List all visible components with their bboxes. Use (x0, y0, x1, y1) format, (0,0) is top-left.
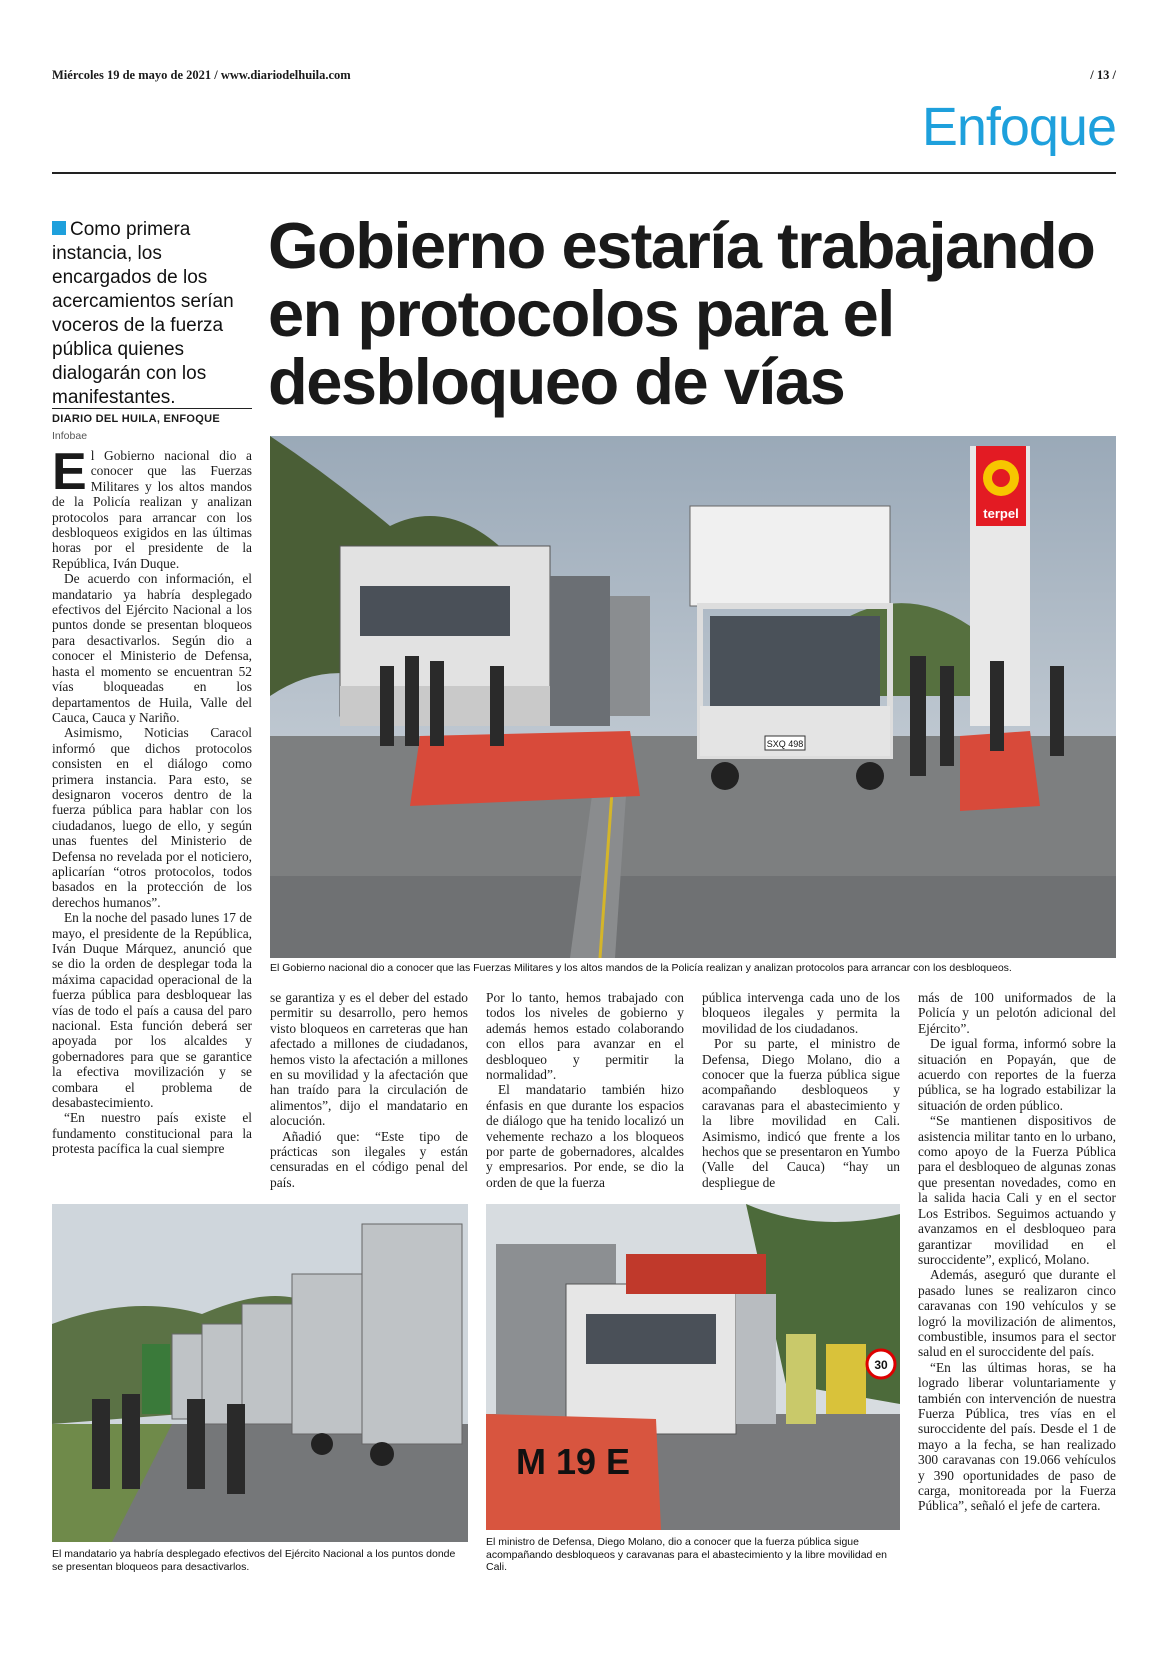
header-date-site: Miércoles 19 de mayo de 2021 / www.diariodelhuila.com (52, 68, 351, 82)
article-column-2 (270, 990, 468, 1190)
main-photo-caption: El Gobierno nacional dio a conocer que las Fuerzas Militares y los altos mandos de la Policía realizan y analizan protocolos para arrancar con los desbloqueos. (270, 962, 1012, 974)
square-bullet-icon (52, 221, 66, 235)
paragraph: Por lo tanto, hemos trabajado con todos los niveles de gobierno y además hemos estado colaborando con ellos para avanzar en el desbloqueo y permitir la normalidad”. (486, 990, 684, 1083)
page-number: / 13 / (1090, 68, 1116, 82)
paragraph: pública intervenga cada uno de los bloqueos ilegales y permita la movilidad de los ciudadanos. (702, 990, 900, 1036)
byline-rule (52, 408, 252, 409)
paragraph: Añadió que: “Este tipo de prácticas son ilegales y están censuradas en el código penal del país. (270, 1128, 468, 1190)
article-column-1 (52, 443, 252, 1157)
main-photo (270, 436, 1116, 958)
speed-limit-sign: 30 (874, 1358, 888, 1372)
paragraph: Por su parte, el ministro de Defensa, Diego Molano, dio a conocer que la fuerza pública sigue acompañando desbloqueos y caravanas para el abastecimiento y la libre movilidad en Cali. Asimismo, indicó que frente a los hechos que se presentaron en Yumbo (Valle del Cauca) “hay un despliegue de (702, 1036, 900, 1190)
barrier-graffiti: M 19 E (516, 1441, 631, 1482)
article-column-5 (918, 990, 1116, 1514)
lead-summary (52, 218, 252, 410)
byline: DIARIO DEL HUILA, ENFOQUE (52, 413, 221, 425)
right-photo (486, 1204, 900, 1530)
paragraph: Asimismo, Noticias Caracol informó que dichos protocolos consisten en el diálogo como primera instancia. Para esto, se designaron voceros dentro de la fuerza pública para hablar con los ciudadanos, luego de ello, y según unas fuentes del Ministerio de Defensa no revelada por el noticiero, aplicarían “otros protocolos, todos basados en la protección de los derechos humanos”. (52, 725, 252, 910)
paragraph: De igual forma, informó sobre la situación en Popayán, que de acuerdo con reportes de la fuerza pública, se ha logrado estabilizar la situación de orden público. (918, 1036, 1116, 1113)
header-rule (52, 172, 1116, 174)
section-title: Enfoque (921, 97, 1116, 157)
terpel-sign: terpel (983, 506, 1019, 521)
paragraph: se garantiza y es el deber del estado permitir su desarrollo, pero hemos visto bloqueos en carreteras que han afectado a millones de ciudadanos, hemos visto la afectación a millones en su movilidad y la afectación que han traído para la circulación de alimentos”, dijo el mandatario en alocución. (270, 990, 468, 1129)
article-column-3 (486, 990, 684, 1190)
paragraph: más de 100 uniformados de la Policía y un pelotón adicional del Ejército”. (918, 990, 1116, 1036)
article-column-4 (702, 990, 900, 1190)
left-photo (52, 1204, 468, 1542)
paragraph: En la noche del pasado lunes 17 de mayo, el presidente de la República, Iván Duque Márquez, anunció que se dio la orden de desplegar toda la máxima capacidad operacional de la fuerza pública para desbloquear las vías de todo el país a causa del paro nacional. Esta función deberá ser apoyada por los alcaldes y gobernadores para que se garantice la efectiva movilización y se combara el problema de desabastecimiento. (52, 910, 252, 1111)
blocked-road-illustration (486, 1204, 900, 1530)
paragraph: “Se mantienen dispositivos de asistencia militar tanto en lo urbano, como apoyo de la Fuerza Pública para el desbloqueo de algunas zonas que presentan novedades, como en la salida hacia Cali y en el sector Los Estribos. Seguimos actuando y avanzamos en el desbloqueo para garantizar movilidad en el suroccidente”, explicó, Molano. (918, 1113, 1116, 1267)
truck-convoy-illustration (52, 1204, 468, 1542)
paragraph: El mandatario también hizo énfasis en que durante los espacios de diálogo que ha tenido localizó un vehemente rechazo a los bloqueos por parte de gobernadores, alcaldes y empresarios. Por ende, se dio la orden de que la fuerza (486, 1082, 684, 1190)
paragraph: Además, aseguró que durante el pasado lunes se realizaron cinco caravanas con 190 vehículos y se logró la movilización de alimentos, combustible, insumos para el sector salud en el suroccidente del país. (918, 1267, 1116, 1360)
paragraph: l Gobierno nacional dio a conocer que las Fuerzas Militares y los altos mandos de la Policía realizan y analizan protocolos para arrancar con los desbloqueos exigidos en las últimas horas por el presidente de la República, Iván Duque. (52, 448, 252, 571)
left-photo-caption: El mandatario ya habría desplegado efectivos del Ejército Nacional a los puntos donde se presentan bloqueos para desactivarlos. (52, 1548, 456, 1573)
source-credit: Infobae (52, 430, 88, 442)
paragraph: “En nuestro país existe el fundamento constitucional para la protesta pacífica la cual siempre (52, 1110, 252, 1157)
paragraph: De acuerdo con información, el mandatario ya habría desplegado efectivos del Ejército Nacional a los puntos donde se presentan bloqueos para desactivarlos. Según dio a conocer el Ministerio de Defensa, hasta el momento se encuentran 52 vías bloqueadas en los departamentos de Huila, Valle del Cauca, Cauca y Nariño. (52, 571, 252, 725)
right-photo-caption: El ministro de Defensa, Diego Molano, dio a conocer que la fuerza pública sigue acompañando desbloqueos y caravanas para el abastecimiento y la libre movilidad en Cali. (486, 1536, 887, 1573)
dropcap: E (52, 443, 87, 501)
truck-blockade-illustration (270, 436, 1116, 958)
headline: Gobierno estaría trabajando en protocolos para el desbloqueo de vías (268, 209, 1095, 418)
lead-text: Como primera instancia, los encargados de los acercamientos serían voceros de la fuerza pública quienes dialogarán con los manifestantes. (52, 219, 234, 408)
paragraph: “En las últimas horas, se ha logrado liberar voluntariamente y también con intervención de nuestra Fuerza Pública, tres vías en el suroccidente del país. Desde el 1 de mayo a la fecha, se han realizado 300 caravanas con 19.066 vehículos y 390 oportunidades de paso de carga, monitoreada por la Fuerza Pública”, señaló el jefe de cartera. (918, 1359, 1116, 1514)
truck-plate: SXQ 498 (766, 739, 804, 749)
